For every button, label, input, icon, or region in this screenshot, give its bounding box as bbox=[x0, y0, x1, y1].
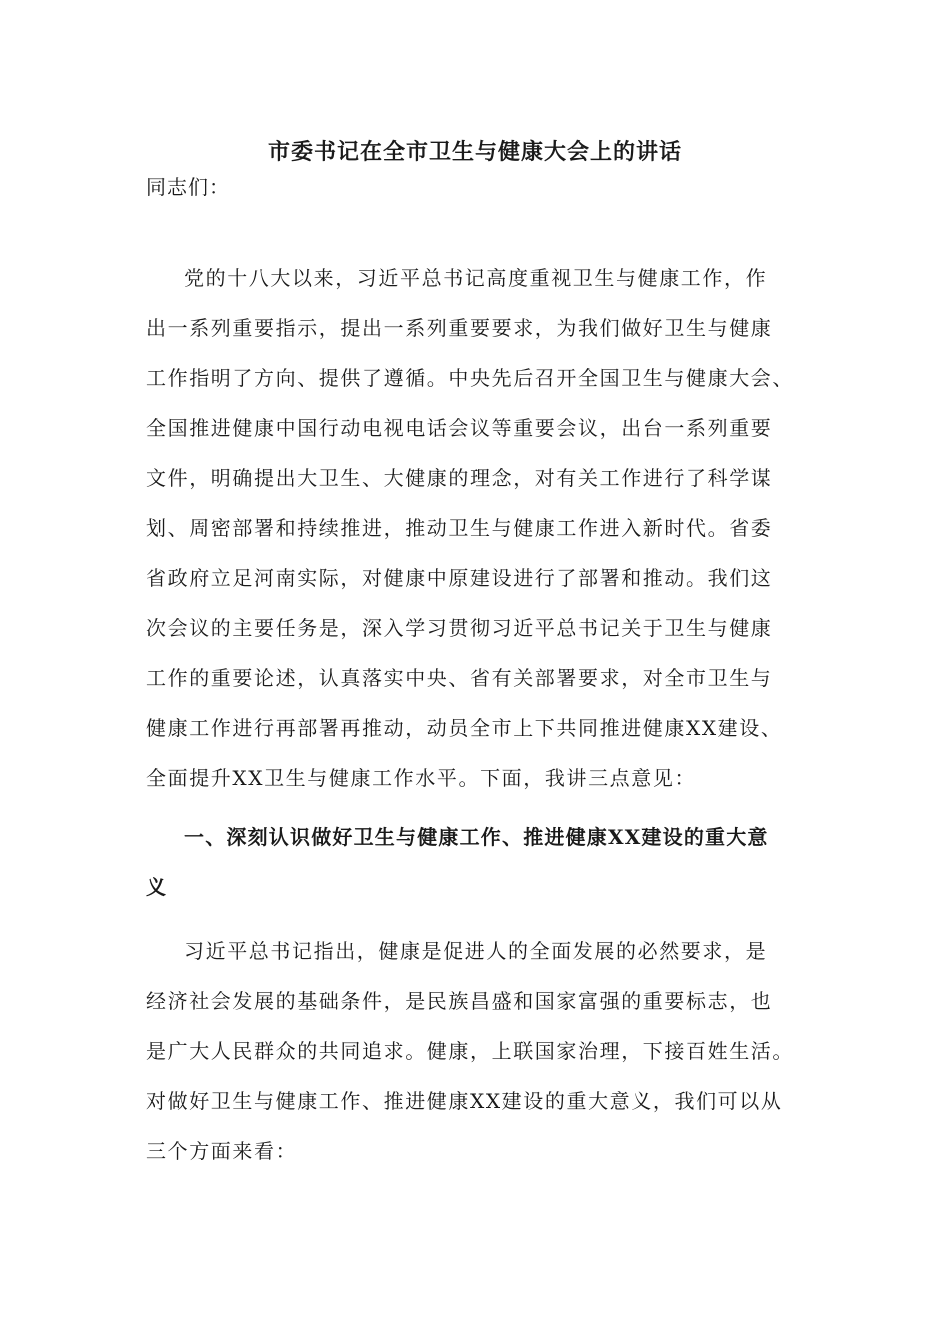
paragraph-line: 次会议的主要任务是，深入学习贯彻习近平总书记关于卫生与健康 bbox=[146, 616, 773, 640]
paragraph-line: 是广大人民群众的共同追求。健康，上联国家治理，下接百姓生活。 bbox=[146, 1039, 794, 1063]
paragraph-line: 经济社会发展的基础条件，是民族昌盛和国家富强的重要标志，也 bbox=[146, 989, 773, 1013]
paragraph-line: 全国推进健康中国行动电视电话会议等重要会议，出台一系列重要 bbox=[146, 416, 773, 440]
paragraph-line: 对做好卫生与健康工作、推进健康XX建设的重大意义，我们可以从 bbox=[146, 1089, 783, 1113]
paragraph-line: 党的十八大以来，习近平总书记高度重视卫生与健康工作，作 bbox=[184, 266, 768, 290]
paragraph-line: 出一系列重要指示，提出一系列重要要求，为我们做好卫生与健康 bbox=[146, 316, 773, 340]
paragraph-1 bbox=[146, 253, 806, 803]
heading-line: 义 bbox=[146, 875, 168, 899]
paragraph-line: 省政府立足河南实际，对健康中原建设进行了部署和推动。我们这 bbox=[146, 566, 773, 590]
paragraph-line: 全面提升XX卫生与健康工作水平。下面，我讲三点意见： bbox=[146, 766, 697, 790]
salutation: 同志们： bbox=[146, 175, 230, 199]
paragraph-line: 习近平总书记指出，健康是促进人的全面发展的必然要求，是 bbox=[184, 939, 768, 963]
paragraph-line: 工作指明了方向、提供了遵循。中央先后召开全国卫生与健康大会、 bbox=[146, 366, 794, 390]
paragraph-line: 划、周密部署和持续推进，推动卫生与健康工作进入新时代。省委 bbox=[146, 516, 773, 540]
paragraph-2 bbox=[146, 926, 806, 1176]
section-heading-1 bbox=[146, 812, 806, 912]
paragraph-line: 三个方面来看： bbox=[146, 1139, 298, 1163]
paragraph-line: 健康工作进行再部署再推动，动员全市上下共同推进健康XX建设、 bbox=[146, 716, 783, 740]
paragraph-line: 文件，明确提出大卫生、大健康的理念，对有关工作进行了科学谋 bbox=[146, 466, 773, 490]
document-title: 市委书记在全市卫生与健康大会上的讲话 bbox=[267, 139, 682, 165]
heading-line: 一、深刻认识做好卫生与健康工作、推进健康XX建设的重大意 bbox=[184, 825, 769, 849]
paragraph-line: 工作的重要论述，认真落实中央、省有关部署要求，对全市卫生与 bbox=[146, 666, 773, 690]
